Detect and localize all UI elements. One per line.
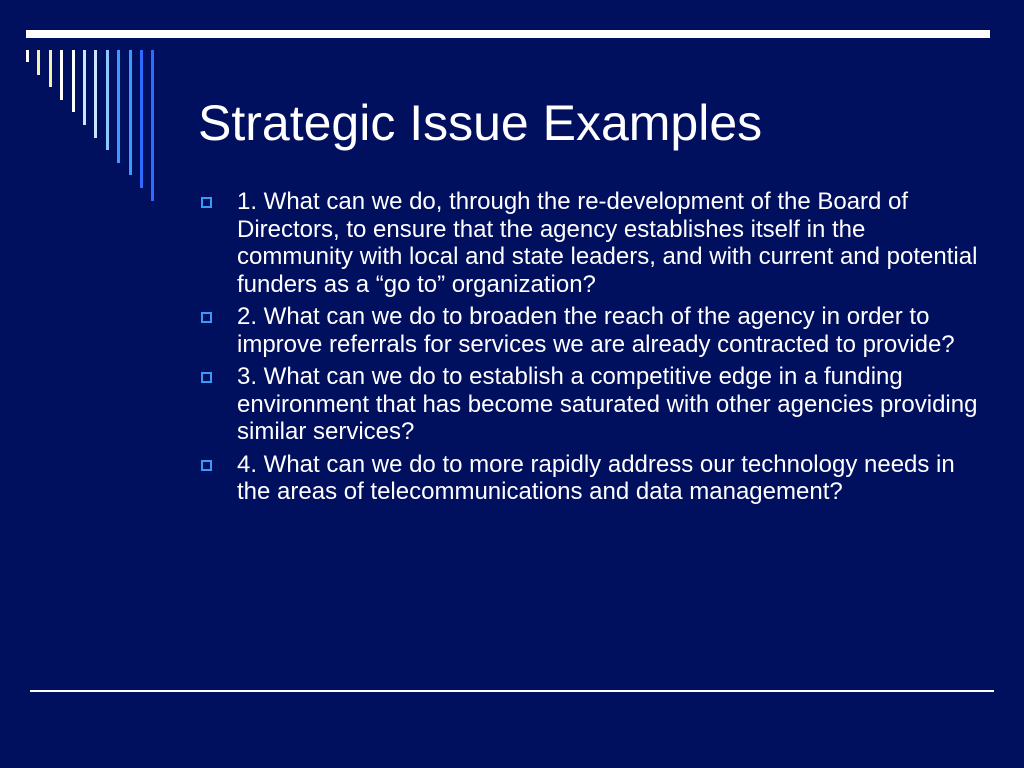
bullet-text-4: 4. What can we do to more rapidly address our technology needs in the areas of telecommunications and data management? — [237, 450, 955, 505]
stripe — [83, 50, 86, 125]
hollow-square-bullet-icon — [201, 197, 212, 208]
top-rule — [26, 30, 990, 38]
hollow-square-bullet-icon — [201, 460, 212, 471]
stripe — [37, 50, 40, 75]
hollow-square-bullet-icon — [201, 372, 212, 383]
bullet-item-3 — [198, 363, 988, 446]
stripe — [151, 50, 154, 201]
bullet-list — [198, 188, 988, 511]
stripe — [94, 50, 97, 138]
bullet-text-2: 2. What can we do to broaden the reach of the agency in order to improve referrals for services we are already contracted to provide? — [237, 303, 955, 358]
bullet-item-1 — [198, 188, 988, 298]
bullet-item-4 — [198, 451, 988, 506]
stripe — [72, 50, 75, 112]
stripe — [49, 50, 52, 87]
stripe — [117, 50, 120, 163]
stripe — [129, 50, 132, 175]
bullet-item-2 — [198, 303, 988, 358]
stripe — [26, 50, 29, 62]
stripe — [60, 50, 63, 100]
bottom-rule — [30, 690, 994, 692]
stripe — [106, 50, 109, 150]
hollow-square-bullet-icon — [201, 312, 212, 323]
bullet-text-3: 3. What can we do to establish a competitive edge in a funding environment that has become saturated with other agencies providing similar services? — [237, 363, 978, 445]
bullet-text-1: 1. What can we do, through the re-development of the Board of Directors, to ensure that the agency establishes itself in the community with local and state leaders, and with current and potential funders as a “go to” organization? — [237, 188, 978, 298]
slide-title: Strategic Issue Examples — [198, 95, 763, 151]
stripe — [140, 50, 143, 188]
